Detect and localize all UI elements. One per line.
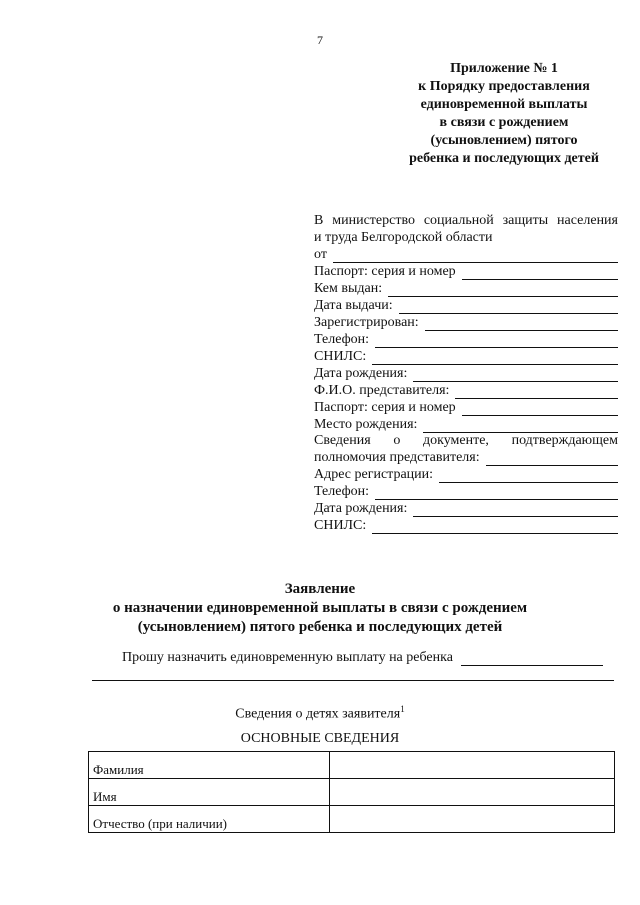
children-caption-text: Сведения о детях заявителя [235,706,401,722]
phone-field[interactable] [314,331,618,348]
fill-line [388,284,618,297]
fill-line [455,386,618,399]
field-label: от [314,247,327,262]
authority-document-field[interactable] [314,449,618,466]
footnote-mark: 1 [400,704,405,714]
field-label: Дата рождения: [314,366,408,381]
from-field[interactable] [314,246,618,263]
field-label: Дата выдачи: [314,298,393,313]
section-heading: ОСНОВНЫЕ СВЕДЕНИЯ [240,731,400,746]
registration-address-field[interactable] [314,466,618,483]
fill-line [462,403,618,416]
appendix-line: к Порядку предоставления [418,79,590,94]
fill-line [399,301,618,314]
table-row [89,806,615,833]
fill-line [413,369,618,382]
addressee-block [314,212,618,229]
authority-document-label: Сведения о документе, подтверждающем [314,433,618,448]
request-field[interactable] [122,649,614,666]
representative-name-field[interactable] [314,382,618,399]
statement-subtitle: (усыновлением) пятого ребенка и последующих детей [137,619,503,635]
issued-by-field[interactable] [314,280,618,297]
fill-line [372,521,618,534]
table-cell-label: Фамилия [89,752,330,779]
fill-line [425,318,618,331]
children-caption [0,704,640,723]
statement-subtitle: о назначении единовременной выплаты в связи с рождением [112,600,528,616]
field-label: СНИЛС: [314,518,367,533]
table-row [89,752,615,779]
fill-line [92,680,614,681]
issue-date-field[interactable] [314,297,618,314]
field-label: Место рождения: [314,417,418,432]
field-label: Телефон: [314,484,370,499]
registered-field[interactable] [314,314,618,331]
fill-line [486,453,618,466]
fill-line [413,504,618,517]
appendix-line: в связи с рождением [439,115,569,130]
table-row [89,779,615,806]
children-info-table [88,751,615,833]
fill-line [333,250,618,263]
representative-passport-field[interactable] [314,399,618,416]
appendix-line: (усыновлением) пятого [430,133,578,148]
field-label: полномочия представителя: [314,450,480,465]
table-cell-input[interactable] [330,806,615,833]
field-label: Паспорт: серия и номер [314,400,456,415]
page-number: 7 [317,33,323,47]
appendix-line: ребенка и последующих детей [409,151,599,166]
addressee-line: В министерство социальной защиты населения [314,213,618,228]
field-label: Кем выдан: [314,281,383,296]
snils-field[interactable] [314,348,618,365]
table-cell-label: Имя [89,779,330,806]
appendix-line: Приложение № 1 [450,61,558,76]
table-cell-input[interactable] [330,779,615,806]
field-label: СНИЛС: [314,349,367,364]
table-cell-label: Отчество (при наличии) [89,806,330,833]
passport-field[interactable] [314,263,618,280]
fill-line [461,652,603,666]
field-label: Телефон: [314,332,370,347]
addressee-line: и труда Белгородской области [314,230,493,245]
field-label: Зарегистрирован: [314,315,419,330]
appendix-header [395,60,613,168]
statement-title: Заявление [284,581,356,597]
representative-snils-field[interactable] [314,517,618,534]
representative-birth-date-field[interactable] [314,500,618,517]
field-label: Дата рождения: [314,501,408,516]
birth-date-field[interactable] [314,365,618,382]
fill-line [375,335,618,348]
table-cell-input[interactable] [330,752,615,779]
field-label: Ф.И.О. представителя: [314,383,450,398]
fill-line [439,470,618,483]
appendix-line: единовременной выплаты [420,97,588,112]
birth-place-field[interactable] [314,416,618,433]
field-label: Адрес регистрации: [314,467,434,482]
fill-line [375,487,618,500]
request-text: Прошу назначить единовременную выплату на ребенка [122,650,453,665]
fill-line [462,267,618,280]
field-label: Паспорт: серия и номер [314,264,456,279]
fill-line [372,352,618,365]
representative-phone-field[interactable] [314,483,618,500]
